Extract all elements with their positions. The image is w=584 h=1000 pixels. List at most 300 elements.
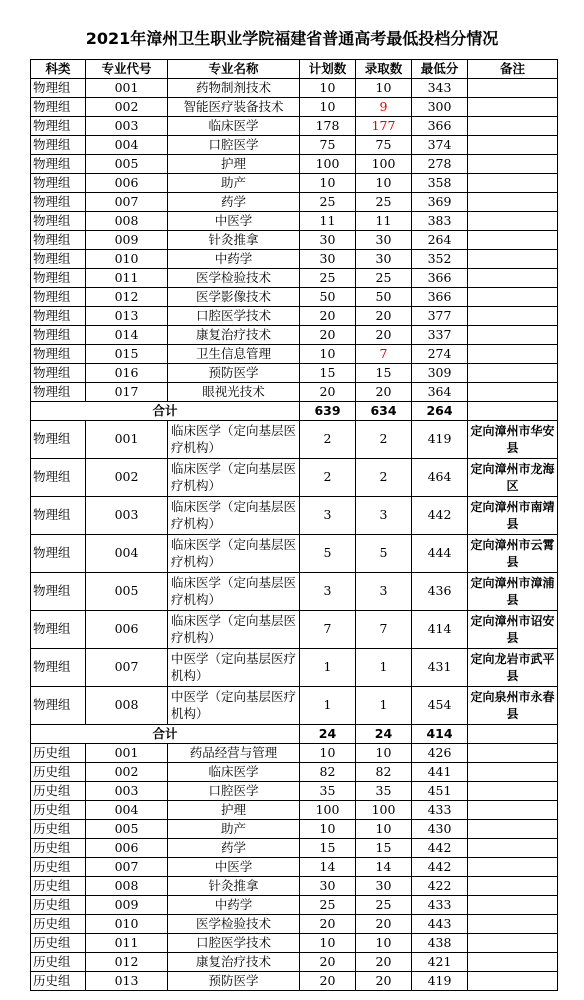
admitted-count-cell: 10 (356, 744, 412, 763)
major-code-cell: 009 (86, 896, 168, 915)
major-name-cell: 临床医学（定向基层医疗机构） (168, 611, 300, 649)
major-name-cell: 医学影像技术 (168, 288, 300, 307)
subtotal-label: 合计 (31, 725, 300, 744)
major-code-cell: 002 (86, 763, 168, 782)
plan-count-cell: 20 (300, 953, 356, 972)
remarks-cell (468, 212, 558, 231)
subject-group-cell: 物理组 (31, 326, 86, 345)
admitted-count-cell: 1 (356, 687, 412, 725)
major-name-cell: 中药学 (168, 896, 300, 915)
major-code-cell: 013 (86, 307, 168, 326)
major-name-cell: 预防医学 (168, 364, 300, 383)
min-score-cell: 264 (412, 231, 468, 250)
subject-group-cell: 历史组 (31, 972, 86, 991)
subject-group-cell: 历史组 (31, 782, 86, 801)
plan-count-cell: 5 (300, 535, 356, 573)
table-row (31, 687, 558, 725)
major-name-cell: 临床医学 (168, 117, 300, 136)
subject-group-cell: 物理组 (31, 459, 86, 497)
plan-count-cell: 82 (300, 763, 356, 782)
subject-group-cell: 物理组 (31, 307, 86, 326)
table-row (31, 155, 558, 174)
major-name-cell: 预防医学 (168, 972, 300, 991)
subject-group-cell: 历史组 (31, 744, 86, 763)
subject-group-cell: 物理组 (31, 193, 86, 212)
header-subject-group: 科类 (31, 60, 86, 79)
major-code-cell: 010 (86, 250, 168, 269)
subject-group-cell: 物理组 (31, 497, 86, 535)
major-name-cell: 助产 (168, 174, 300, 193)
admitted-count-cell: 25 (356, 896, 412, 915)
remarks-cell (468, 383, 558, 402)
min-score-cell: 366 (412, 288, 468, 307)
admitted-count-cell: 11 (356, 212, 412, 231)
header-remarks: 备注 (468, 60, 558, 79)
major-name-cell: 护理 (168, 155, 300, 174)
major-name-cell: 助产 (168, 820, 300, 839)
major-name-cell: 口腔医学技术 (168, 934, 300, 953)
table-row (31, 839, 558, 858)
major-name-cell: 康复治疗技术 (168, 326, 300, 345)
subject-group-cell: 物理组 (31, 364, 86, 383)
plan-count-cell: 1 (300, 687, 356, 725)
table-row (31, 250, 558, 269)
plan-count-cell: 30 (300, 231, 356, 250)
major-code-cell: 012 (86, 953, 168, 972)
subject-group-cell: 历史组 (31, 839, 86, 858)
table-row (31, 364, 558, 383)
remarks-cell: 定向漳州市南靖县 (468, 497, 558, 535)
admitted-count-cell: 35 (356, 782, 412, 801)
subject-group-cell: 历史组 (31, 877, 86, 896)
major-code-cell: 011 (86, 934, 168, 953)
remarks-cell (468, 250, 558, 269)
table-row (31, 896, 558, 915)
plan-count-cell: 20 (300, 915, 356, 934)
table-header-row (31, 60, 558, 79)
table-row (31, 801, 558, 820)
remarks-cell (468, 288, 558, 307)
min-score-cell: 343 (412, 79, 468, 98)
major-name-cell: 护理 (168, 801, 300, 820)
table-row (31, 573, 558, 611)
admitted-count-cell: 9 (356, 98, 412, 117)
major-name-cell: 临床医学（定向基层医疗机构） (168, 535, 300, 573)
plan-count-cell: 1 (300, 649, 356, 687)
remarks-cell (468, 174, 558, 193)
admitted-count-cell: 20 (356, 383, 412, 402)
admitted-count-cell: 20 (356, 972, 412, 991)
table-row (31, 136, 558, 155)
table-row (31, 782, 558, 801)
min-score-cell: 337 (412, 326, 468, 345)
table-row (31, 497, 558, 535)
plan-count-cell: 25 (300, 193, 356, 212)
table-row (31, 231, 558, 250)
remarks-cell (468, 136, 558, 155)
table-row (31, 820, 558, 839)
major-name-cell: 针灸推拿 (168, 877, 300, 896)
admitted-count-cell: 14 (356, 858, 412, 877)
major-code-cell: 007 (86, 858, 168, 877)
remarks-cell (468, 896, 558, 915)
subject-group-cell: 物理组 (31, 687, 86, 725)
plan-count-cell: 20 (300, 383, 356, 402)
major-name-cell: 中医学（定向基层医疗机构） (168, 649, 300, 687)
plan-count-cell: 100 (300, 155, 356, 174)
min-score-cell: 309 (412, 364, 468, 383)
major-code-cell: 013 (86, 972, 168, 991)
min-score-cell: 366 (412, 269, 468, 288)
min-score-cell: 464 (412, 459, 468, 497)
table-row (31, 117, 558, 136)
admitted-count-cell: 100 (356, 155, 412, 174)
plan-count-cell: 20 (300, 307, 356, 326)
remarks-cell: 定向漳州市漳浦县 (468, 573, 558, 611)
subject-group-cell: 历史组 (31, 858, 86, 877)
remarks-cell: 定向漳州市云霄县 (468, 535, 558, 573)
plan-count-cell: 11 (300, 212, 356, 231)
major-name-cell: 医学检验技术 (168, 269, 300, 288)
remarks-cell (468, 79, 558, 98)
major-name-cell: 药品经营与管理 (168, 744, 300, 763)
min-score-cell: 414 (412, 611, 468, 649)
min-score-cell: 454 (412, 687, 468, 725)
admitted-count-cell: 25 (356, 193, 412, 212)
major-name-cell: 眼视光技术 (168, 383, 300, 402)
plan-count-cell: 3 (300, 573, 356, 611)
table-row (31, 421, 558, 459)
admitted-count-cell: 20 (356, 915, 412, 934)
remarks-cell (468, 763, 558, 782)
subject-group-cell: 历史组 (31, 801, 86, 820)
plan-count-cell: 7 (300, 611, 356, 649)
min-score-cell: 441 (412, 763, 468, 782)
min-score-cell: 451 (412, 782, 468, 801)
min-score-cell: 438 (412, 934, 468, 953)
table-row (31, 535, 558, 573)
plan-count-cell: 20 (300, 972, 356, 991)
remarks-cell (468, 364, 558, 383)
min-score-cell: 433 (412, 896, 468, 915)
remarks-cell (468, 326, 558, 345)
remarks-cell: 定向龙岩市武平县 (468, 649, 558, 687)
subject-group-cell: 物理组 (31, 269, 86, 288)
major-name-cell: 临床医学 (168, 763, 300, 782)
table-row (31, 79, 558, 98)
table-row (31, 459, 558, 497)
min-score-cell: 431 (412, 649, 468, 687)
remarks-cell (468, 744, 558, 763)
major-code-cell: 016 (86, 364, 168, 383)
table-row (31, 193, 558, 212)
subject-group-cell: 物理组 (31, 212, 86, 231)
major-code-cell: 004 (86, 136, 168, 155)
min-score-cell: 419 (412, 421, 468, 459)
admitted-count-cell: 20 (356, 307, 412, 326)
major-name-cell: 医学检验技术 (168, 915, 300, 934)
remarks-cell (468, 402, 558, 421)
admitted-count-cell: 7 (356, 345, 412, 364)
subject-group-cell: 物理组 (31, 231, 86, 250)
min-score-cell: 264 (412, 402, 468, 421)
min-score-cell: 430 (412, 820, 468, 839)
major-name-cell: 智能医疗装备技术 (168, 98, 300, 117)
min-score-cell: 366 (412, 117, 468, 136)
major-code-cell: 002 (86, 459, 168, 497)
min-score-cell: 278 (412, 155, 468, 174)
admitted-count-cell: 7 (356, 611, 412, 649)
header-plan-count: 计划数 (300, 60, 356, 79)
major-code-cell: 004 (86, 535, 168, 573)
plan-count-cell: 2 (300, 459, 356, 497)
min-score-cell: 377 (412, 307, 468, 326)
plan-count-cell: 25 (300, 269, 356, 288)
major-name-cell: 针灸推拿 (168, 231, 300, 250)
table-row (31, 649, 558, 687)
major-code-cell: 001 (86, 421, 168, 459)
remarks-cell (468, 858, 558, 877)
remarks-cell (468, 155, 558, 174)
remarks-cell: 定向漳州市龙海区 (468, 459, 558, 497)
admitted-count-cell: 30 (356, 877, 412, 896)
subject-group-cell: 物理组 (31, 136, 86, 155)
plan-count-cell: 10 (300, 79, 356, 98)
min-score-cell: 374 (412, 136, 468, 155)
plan-count-cell: 2 (300, 421, 356, 459)
major-name-cell: 口腔医学 (168, 136, 300, 155)
remarks-cell (468, 307, 558, 326)
major-name-cell: 临床医学（定向基层医疗机构） (168, 497, 300, 535)
min-score-cell: 369 (412, 193, 468, 212)
table-row (31, 174, 558, 193)
admitted-count-cell: 75 (356, 136, 412, 155)
admitted-count-cell: 3 (356, 573, 412, 611)
major-name-cell: 药学 (168, 193, 300, 212)
remarks-cell: 定向漳州市华安县 (468, 421, 558, 459)
table-row (31, 326, 558, 345)
major-code-cell: 006 (86, 839, 168, 858)
major-code-cell: 005 (86, 820, 168, 839)
table-row (31, 972, 558, 991)
table-row (31, 307, 558, 326)
subtotal-label: 合计 (31, 402, 300, 421)
subject-group-cell: 历史组 (31, 934, 86, 953)
remarks-cell (468, 345, 558, 364)
subject-group-cell: 物理组 (31, 345, 86, 364)
admitted-count-cell: 1 (356, 649, 412, 687)
admitted-count-cell: 2 (356, 421, 412, 459)
min-score-cell: 274 (412, 345, 468, 364)
admitted-count-cell: 15 (356, 364, 412, 383)
table-row (31, 212, 558, 231)
table-row (31, 269, 558, 288)
remarks-cell (468, 877, 558, 896)
plan-count-cell: 35 (300, 782, 356, 801)
major-code-cell: 002 (86, 98, 168, 117)
plan-count-cell: 15 (300, 364, 356, 383)
major-name-cell: 中药学 (168, 250, 300, 269)
min-score-cell: 442 (412, 497, 468, 535)
plan-count-cell: 10 (300, 174, 356, 193)
major-code-cell: 008 (86, 212, 168, 231)
major-code-cell: 005 (86, 573, 168, 611)
remarks-cell (468, 934, 558, 953)
min-score-cell: 444 (412, 535, 468, 573)
major-code-cell: 008 (86, 687, 168, 725)
min-score-cell: 433 (412, 801, 468, 820)
admitted-count-cell: 30 (356, 231, 412, 250)
min-score-cell: 443 (412, 915, 468, 934)
admission-score-table (30, 59, 558, 991)
min-score-cell: 358 (412, 174, 468, 193)
plan-count-cell: 178 (300, 117, 356, 136)
subject-group-cell: 物理组 (31, 155, 86, 174)
major-name-cell: 药物制剂技术 (168, 79, 300, 98)
admitted-count-cell: 10 (356, 820, 412, 839)
major-name-cell: 口腔医学技术 (168, 307, 300, 326)
plan-count-cell: 10 (300, 345, 356, 364)
plan-count-cell: 50 (300, 288, 356, 307)
major-name-cell: 中医学 (168, 212, 300, 231)
admitted-count-cell: 100 (356, 801, 412, 820)
plan-count-cell: 10 (300, 934, 356, 953)
page-title: 2021年漳州卫生职业学院福建省普通高考最低投档分情况 (85, 29, 499, 48)
subject-group-cell: 历史组 (31, 953, 86, 972)
plan-count-cell: 14 (300, 858, 356, 877)
subject-group-cell: 历史组 (31, 896, 86, 915)
admitted-count-cell: 10 (356, 934, 412, 953)
min-score-cell: 352 (412, 250, 468, 269)
header-min-score: 最低分 (412, 60, 468, 79)
min-score-cell: 442 (412, 858, 468, 877)
admitted-count-cell: 30 (356, 250, 412, 269)
subject-group-cell: 物理组 (31, 117, 86, 136)
admitted-count-cell: 82 (356, 763, 412, 782)
min-score-cell: 422 (412, 877, 468, 896)
remarks-cell (468, 915, 558, 934)
admitted-count-cell: 10 (356, 174, 412, 193)
admitted-count-cell: 5 (356, 535, 412, 573)
admitted-count-cell: 15 (356, 839, 412, 858)
plan-count-cell: 25 (300, 896, 356, 915)
major-code-cell: 003 (86, 782, 168, 801)
plan-count-cell: 10 (300, 820, 356, 839)
subject-group-cell: 物理组 (31, 383, 86, 402)
remarks-cell (468, 953, 558, 972)
admitted-count-cell: 2 (356, 459, 412, 497)
major-name-cell: 临床医学（定向基层医疗机构） (168, 421, 300, 459)
remarks-cell (468, 839, 558, 858)
remarks-cell (468, 801, 558, 820)
remarks-cell (468, 725, 558, 744)
plan-count-cell: 3 (300, 497, 356, 535)
subject-group-cell: 物理组 (31, 649, 86, 687)
admitted-count-cell: 10 (356, 79, 412, 98)
min-score-cell: 419 (412, 972, 468, 991)
major-code-cell: 007 (86, 649, 168, 687)
subtotal-row (31, 402, 558, 421)
admitted-count-cell: 20 (356, 953, 412, 972)
table-row (31, 763, 558, 782)
table-body (31, 79, 558, 991)
table-row (31, 98, 558, 117)
admitted-count-cell: 177 (356, 117, 412, 136)
table-row (31, 744, 558, 763)
remarks-cell (468, 193, 558, 212)
header-major-code: 专业代号 (86, 60, 168, 79)
major-name-cell: 临床医学（定向基层医疗机构） (168, 459, 300, 497)
major-name-cell: 卫生信息管理 (168, 345, 300, 364)
table-row (31, 953, 558, 972)
admitted-count-cell: 20 (356, 326, 412, 345)
min-score-cell: 421 (412, 953, 468, 972)
subject-group-cell: 物理组 (31, 573, 86, 611)
plan-count-cell: 30 (300, 877, 356, 896)
plan-count-cell: 30 (300, 250, 356, 269)
major-code-cell: 006 (86, 611, 168, 649)
subject-group-cell: 物理组 (31, 98, 86, 117)
major-code-cell: 006 (86, 174, 168, 193)
major-code-cell: 011 (86, 269, 168, 288)
min-score-cell: 364 (412, 383, 468, 402)
subject-group-cell: 物理组 (31, 535, 86, 573)
plan-count-cell: 100 (300, 801, 356, 820)
major-code-cell: 005 (86, 155, 168, 174)
major-code-cell: 017 (86, 383, 168, 402)
admitted-count-cell: 50 (356, 288, 412, 307)
major-code-cell: 001 (86, 744, 168, 763)
major-code-cell: 003 (86, 497, 168, 535)
remarks-cell: 定向漳州市诏安县 (468, 611, 558, 649)
major-name-cell: 中医学（定向基层医疗机构） (168, 687, 300, 725)
plan-count-cell: 10 (300, 744, 356, 763)
min-score-cell: 426 (412, 744, 468, 763)
table-row (31, 858, 558, 877)
major-name-cell: 药学 (168, 839, 300, 858)
min-score-cell: 383 (412, 212, 468, 231)
table-row (31, 915, 558, 934)
header-admitted-count: 录取数 (356, 60, 412, 79)
subject-group-cell: 物理组 (31, 611, 86, 649)
subject-group-cell: 物理组 (31, 421, 86, 459)
remarks-cell (468, 117, 558, 136)
major-code-cell: 014 (86, 326, 168, 345)
admitted-count-cell: 634 (356, 402, 412, 421)
table-row (31, 383, 558, 402)
remarks-cell (468, 98, 558, 117)
admitted-count-cell: 3 (356, 497, 412, 535)
major-code-cell: 003 (86, 117, 168, 136)
admitted-count-cell: 25 (356, 269, 412, 288)
plan-count-cell: 20 (300, 326, 356, 345)
subject-group-cell: 物理组 (31, 250, 86, 269)
major-code-cell: 015 (86, 345, 168, 364)
table-row (31, 877, 558, 896)
plan-count-cell: 75 (300, 136, 356, 155)
major-code-cell: 012 (86, 288, 168, 307)
subject-group-cell: 物理组 (31, 288, 86, 307)
min-score-cell: 300 (412, 98, 468, 117)
table-row (31, 345, 558, 364)
major-code-cell: 008 (86, 877, 168, 896)
subject-group-cell: 物理组 (31, 174, 86, 193)
remarks-cell (468, 782, 558, 801)
major-code-cell: 007 (86, 193, 168, 212)
admitted-count-cell: 24 (356, 725, 412, 744)
plan-count-cell: 10 (300, 98, 356, 117)
major-name-cell: 口腔医学 (168, 782, 300, 801)
